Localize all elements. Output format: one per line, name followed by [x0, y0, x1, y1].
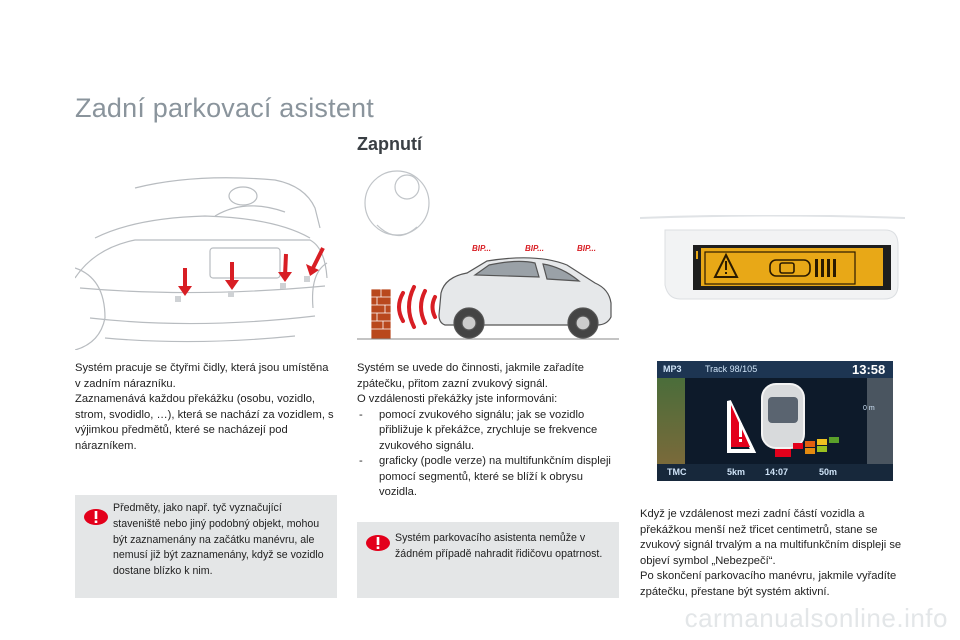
distance-km: 5km	[727, 467, 746, 477]
clock: 13:58	[852, 362, 886, 377]
column3-paragraph: Když je vzdálenost mezi zadní částí vozidla a překážkou menší než třicet centimetrů, stane se zvukový signál trvalým a na multifunkčním displeji se objeví symbol „Nebezpečí“.	[640, 508, 902, 567]
gear-lever-icon	[365, 171, 429, 236]
sensor-arrows	[178, 248, 323, 296]
column3-paragraph: Po skončení parkovacího manévru, jakmile vyřadíte zpátečku, přestane být systém aktivní.	[640, 570, 897, 598]
beep-label: BIP...	[577, 244, 596, 253]
warning-text: Předměty, jako např. tyč vyznačující staveniště nebo jiný podobný objekt, mohou být zaznamenány na začátku manévru, ale nemusí již být zaznamenány, když se vozidlo dostane blízko k nim.	[113, 502, 324, 578]
distance-m: 50m	[819, 467, 838, 477]
column1-paragraph: Zaznamenává každou překážku (osobu, vozidlo, strom, svodidlo, …), která se nachází za vozidlem, s výjimkou předmětů, které se nacházejí pod nárazníkem.	[75, 393, 334, 452]
warning-box-sensors	[75, 495, 337, 598]
source-label: MP3	[663, 364, 682, 374]
rear-bumper-illustration	[75, 168, 337, 350]
warning-text: Systém parkovacího asistenta nemůže v žádném případě nahradit řidičovu opatrnost.	[395, 532, 603, 560]
column2-intro: Systém se uvede do činnosti, jakmile zařadíte zpátečku, přitom zazní zvukový signál.	[357, 362, 584, 390]
info-list	[357, 408, 619, 501]
column3-text	[640, 507, 908, 600]
brick-wall	[371, 289, 391, 339]
map-strip-left	[657, 378, 685, 464]
car-side-view	[439, 258, 611, 338]
footer-watermark: carmanualsonline.info	[684, 603, 948, 633]
multifunction-display	[657, 361, 893, 481]
track-label: Track 98/105	[705, 364, 758, 374]
warning-exclamation-icon	[365, 534, 391, 552]
beep-label: BIP...	[472, 244, 491, 253]
eta: 14:07	[765, 467, 789, 477]
tmc-label: TMC	[667, 467, 687, 477]
warning-box-driver	[357, 522, 619, 598]
map-strip-right	[867, 378, 893, 464]
side-distance: 0 m	[863, 405, 875, 412]
amber-screen	[701, 248, 883, 286]
column2-list-intro: O vzdálenosti překážky jste informováni:	[357, 393, 558, 405]
page-title: Zadní parkovací asistent	[75, 93, 374, 123]
list-item: - pomocí zvukového signálu; jak se vozidlo přibližuje k překážce, zrychluje se frekvence zvukového signálu.	[357, 408, 619, 455]
column2-text	[357, 361, 619, 501]
parking-graphic	[717, 381, 857, 463]
sound-waves	[399, 287, 435, 327]
column1-paragraph: Systém pracuje se čtyřmi čidly, která jsou umístěna v zadním nárazníku.	[75, 362, 329, 390]
warning-exclamation-icon	[83, 508, 109, 526]
column1-text	[75, 361, 337, 454]
section-title: Zapnutí	[357, 134, 422, 154]
reversing-car-illustration	[357, 165, 619, 345]
list-item: - graficky (podle verze) na multifunkčním displeji pomocí segmentů, které se blíží k obrysu vozidla.	[357, 454, 619, 501]
beep-label: BIP...	[525, 244, 544, 253]
instrument-cluster	[640, 215, 905, 300]
